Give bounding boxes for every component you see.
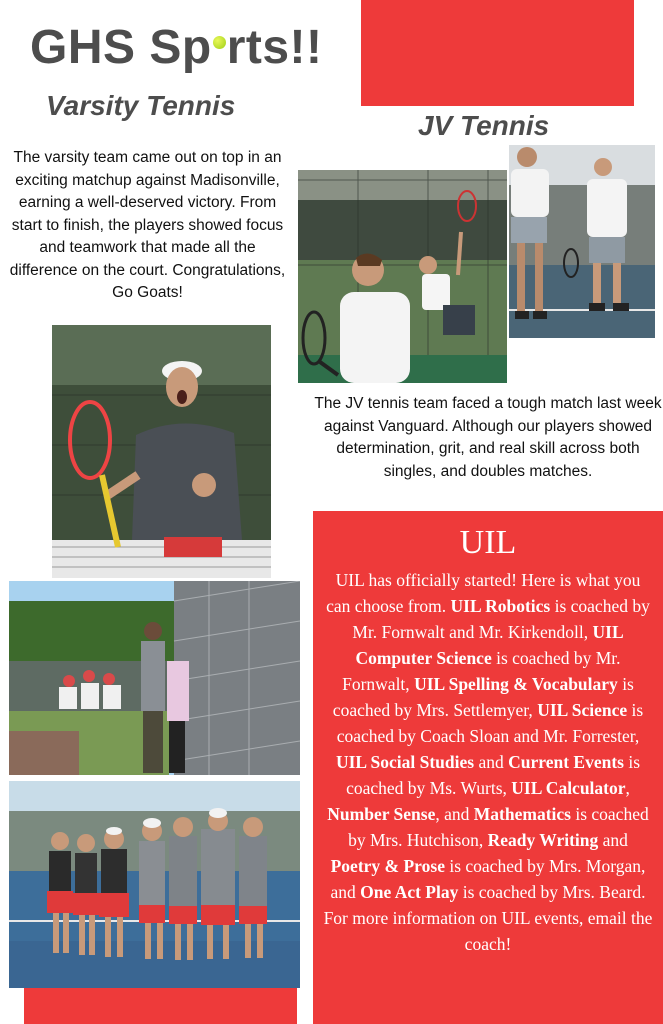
- uil-title: UIL: [459, 524, 517, 561]
- jv-heading: JV Tennis: [418, 110, 550, 141]
- uil-text: is coached by Ms. Wurts,: [346, 752, 641, 798]
- uil-text: is coached by Mrs. Settlemyer,: [332, 674, 634, 720]
- uil-text: is coached by Mrs. Hutchison,: [348, 804, 649, 850]
- uil-event-name: UIL Robotics: [450, 596, 551, 616]
- uil-event-name: UIL Social Studies: [335, 752, 475, 772]
- uil-event-name: Number Sense: [327, 804, 436, 824]
- team-huddle-photo: [9, 781, 300, 988]
- jv-paragraph: The JV tennis team faced a tough match last week against Vanguard. Although our players showed determination, grit, and real skill across both singles, and doubles matches.: [314, 395, 662, 480]
- uil-text: and: [598, 830, 628, 850]
- uil-body: [313, 563, 663, 957]
- uil-text: UIL has officially started! Here is what you can choose from.: [326, 570, 641, 616]
- uil-text: is coached by Mrs. Beard. For more information on UIL events, email the coach!: [323, 882, 653, 954]
- uil-event-name: UIL Calculator: [511, 778, 626, 798]
- uil-text: ,: [625, 778, 630, 798]
- uil-event-name: UIL Computer Science: [355, 622, 624, 668]
- page-title: GHS Sp rts!!: [30, 21, 323, 74]
- uil-text: , and: [435, 804, 474, 824]
- uil-text: is coached by Coach Sloan and Mr. Forrester,: [336, 700, 644, 746]
- uil-event-name: UIL Science: [537, 700, 628, 720]
- team-fence-photo: [9, 581, 300, 775]
- uil-event-name: One Act Play: [360, 882, 459, 902]
- uil-event-name: Ready Writing: [487, 830, 599, 850]
- uil-event-name: Current Events: [508, 752, 624, 772]
- bottom-red-block: [24, 988, 297, 1024]
- uil-text: and: [474, 752, 509, 772]
- top-red-block: [361, 0, 634, 106]
- jv-players-photo: [509, 145, 655, 338]
- varsity-player-photo: [52, 325, 271, 578]
- uil-panel: [313, 511, 663, 1024]
- uil-event-name: Mathematics: [473, 804, 571, 824]
- uil-event-name: Poetry & Prose: [330, 856, 445, 876]
- uil-text: is coached by Mr. Fornwalt and Mr. Kirkendoll,: [352, 596, 650, 642]
- varsity-paragraph: The varsity team came out on top in an exciting matchup against Madisonville, earning a well-deserved victory. From start to finish, the players showed focus and teamwork that made all the difference on the court. Congratulations, Go Goats!: [9, 149, 286, 301]
- jv-doubles-photo: [298, 170, 507, 383]
- varsity-heading: Varsity Tennis: [46, 90, 236, 121]
- uil-text: is coached by Mrs. Morgan, and: [330, 856, 646, 902]
- uil-text: is coached by Mr. Fornwalt,: [342, 648, 621, 694]
- tennis-ball-icon: [213, 36, 226, 49]
- uil-event-name: UIL Spelling & Vocabulary: [414, 674, 618, 694]
